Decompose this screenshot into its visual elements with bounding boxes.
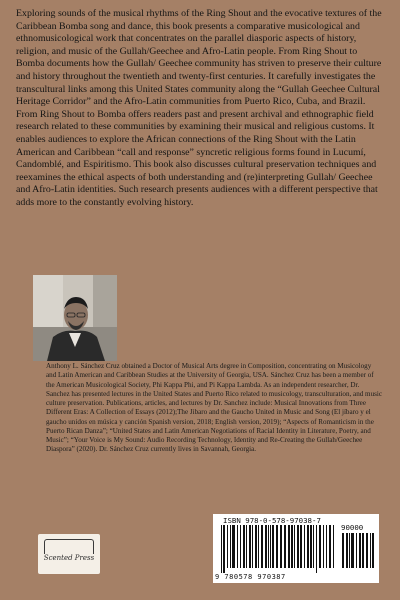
publisher-logo (38, 534, 100, 574)
barcode-number: 9 780578 970387 (215, 573, 286, 581)
barcode-bars (219, 525, 337, 573)
isbn-label: ISBN 978-0-578-97038-7 (223, 516, 321, 525)
isbn-barcode (213, 514, 379, 583)
publisher-logo-text: Scented Press (43, 554, 95, 562)
author-biography: Anthony L. Sánchez Cruz obtained a Doctor of Musical Arts degree in Composition, concentrating on Musicology and Latin American and Caribbean Studies at the University of Georgia, USA. Sánchez Cruz has been a member of the American Musicological Society, Phi Kappa Phi, and Pi Kappa Lambda. As an independent researcher, Dr. Sanchez has presented lectures in the United States and Puerto Rico related to musicology, transculturation, and music culture preservation. Publications, articles, and lectures by Dr. Sanchez include: Musical Innovations from Three Different Eras: A Collection of Essays (2012);The Jibaro and the Gaucho United in Music and Song (El jíbaro y el gaucho unidos en música y canción Spanish version, 2018; English version, 2019); “Aspects of Romanticism in the Puerto Rican Danza”; “United States and Latin American Negotiations of Racial Identity in Literature, Poetry, and Music”; “Your Voice is My Sound: Audio Recording Technology, Identity and Re-Creating the Gullah/Geechee Diaspora” (2020). Dr. Sánchez Cruz currently lives in Savannah, Georgia. (46, 362, 383, 454)
author-photo (33, 275, 117, 361)
publisher-logo-frame (44, 539, 94, 554)
book-description: Exploring sounds of the musical rhythms of the Ring Shout and the evocative textures of the Caribbean Bomba song and dance, this book presents a comparative musicological and ethnomusicological work that concentrates on the parallel diasporic aspects of history, religion, and music of the Gullah/Geechee and Afro-Latin people. From Ring Shout to Bomba documents how the Gullah/ Geechee community has striven to preserve their culture and history throughout the twentieth and twenty-first centuries. It carefully investigates the transcultural links among this United States community along the “Gullah Geechee Cultural Heritage Corridor” and the Afro-Latin communities from Puerto Rico, Cuba, and Brazil. From Ring Shout to Bomba offers readers past and present archival and ethnographic field research related to these communities by examining their musical and religious customs. It enables audiences to explore the African connections of the Ring Shout with the Latin American and Caribbean “call and response” syncretic religious forms found in Lucumí, Candomblé, and Espiritismo. This book also discusses cultural preservation techniques and reexamines the ethical aspects of both understanding and (re)interpreting Gullah/ Geechee and Afro-Latin identities. Such research presents audiences with a different perspective that adds more to the constantly evolving history. (16, 8, 382, 208)
price-code: 90000 (341, 523, 364, 532)
barcode-addon-bars (340, 533, 376, 573)
